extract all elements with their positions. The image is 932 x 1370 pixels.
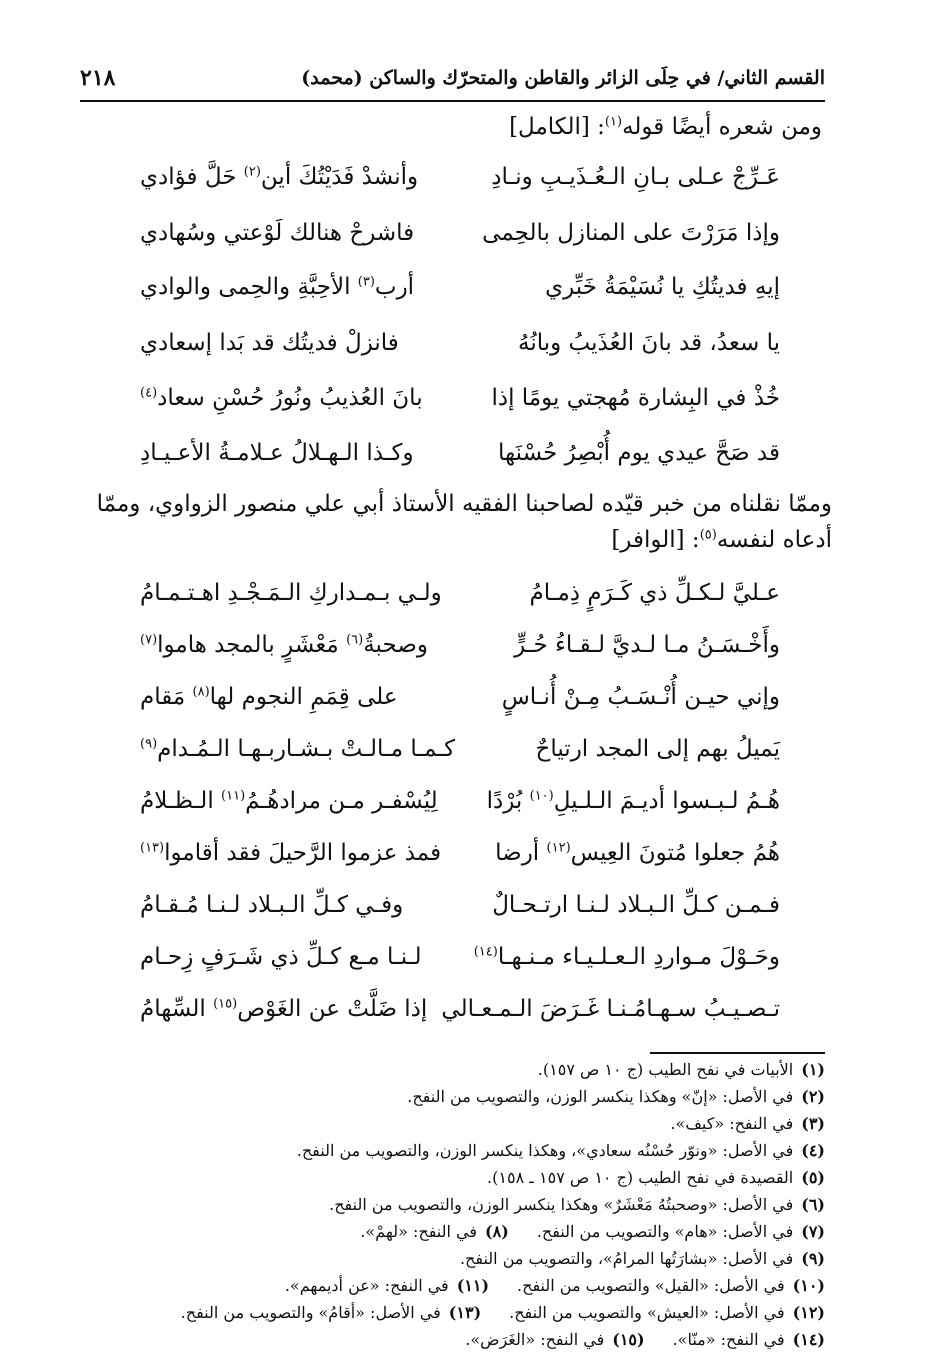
hemistich-second: وصحبةُ$^{(٦)}$ مَعْشَرٍ بالمجد هاموا$^{(٧)}$ [140, 632, 428, 658]
prose-line-2: أدعاه لنفسه$^{(٥)}$: [الوافر] [611, 527, 832, 553]
hemistich-first: هُمُ جعلوا مُتونَ العِيس$^{(١٢)}$ أرضا [495, 840, 780, 866]
verse-11 [100, 788, 780, 834]
page-header [80, 58, 825, 98]
footnote-6: (٦)في الأصل: «وصحبتُهُ مَعْشَرٌ» وهكذا ينكسر الوزن، والتصويب من النفح. [329, 1195, 825, 1214]
hemistich-second: أرب$^{(٣)}$ الأحِبَّةِ والحِمى والوادي [140, 274, 415, 300]
header-rule [80, 100, 825, 102]
hemistich-second: كـمـا مـالـتْ بـشـاربـهـا الـمُـدام$^{(٩)}$ [140, 736, 456, 762]
hemistich-second: فمذ عزموا الرَّحيلَ فقد أقاموا$^{(١٣)}$ [140, 840, 442, 866]
hemistich-first: قد صَحَّ عيدي يوم أُبْصِرُ حُسْنَها [498, 440, 780, 466]
hemistich-second: لِيُسْفـر مـن مرادهُـمُ$^{(١١)}$ الـظـلامُ [140, 788, 438, 814]
footnote-3: (٣)في النفح: «كيف». [670, 1114, 825, 1133]
hemistich-first: خُذْ في البِشارة مُهجتي يومًا إذا [491, 385, 780, 411]
hemistich-second: فاشرحْ هنالك لَوْعتي وسُهادي [140, 220, 415, 246]
verse-9 [100, 684, 780, 730]
hemistich-first: فـمـن كـلِّ الـبـلاد لـنـا ارتـحـالٌ [492, 892, 780, 918]
hemistich-first: وحَـوْلَ مـواردِ الـعـلـيـاء مـنـهـا$^{(١٤)}$ [473, 944, 780, 970]
footnote-14-15: (١٤)في النفح: «منّا».(١٥)في النفح: «الغَرَض». [465, 1330, 825, 1349]
footnote-rule [650, 1052, 825, 1054]
verse-2 [100, 220, 780, 266]
verse-15 [100, 996, 780, 1042]
hemistich-first: هُـمُ لـبـسوا أديـمَ الـلـيلِ$^{(١٠)}$ بُرْدًا [486, 788, 780, 814]
footnote-5: (٥)القصيدة في نفح الطيب (ج ١٠ ص ١٥٧ ـ ١٥٨). [487, 1168, 825, 1187]
meter-label: : [الكامل] [509, 114, 605, 140]
hemistich-first: عـليَّ لـكـلِّ ذي كَـرَمٍ ذِمـامُ [529, 580, 780, 606]
hemistich-first: عَـرِّجْ عـلى بـانِ الـعُـذَيـبِ ونـادِ [491, 164, 780, 190]
verse-5 [100, 385, 780, 431]
hemistich-second: وفـي كـلِّ الـبـلاد لـنـا مُـقـامُ [140, 892, 404, 918]
verse-14 [100, 944, 780, 990]
hemistich-first: وإذا مَرَرْتَ على المنازل بالحِمى [482, 220, 780, 246]
hemistich-second: ولـي بـمـداركِ الـمَـجْـدِ اهـتـمـامُ [140, 580, 442, 606]
footnote-9: (٩)في الأصل: «بشارَتُها المرامُ»، والتصويب من النفح. [459, 1249, 825, 1268]
hemistich-first: وأَخْـسَـنُ مـا لـديَّ لـقـاءُ حُـرٍّ [514, 632, 780, 658]
intro-line: ومن شعره أيضًا قوله$^{(١)}$: [الكامل] [509, 114, 822, 140]
hemistich-second: فانزلْ فديتُك قد بَدا إسعادي [140, 330, 399, 356]
footnote-4: (٤)في الأصل: «ونوّر حُسْنُه سعادي»، وهكذا ينكسر الوزن، والتصويب من النفح. [296, 1141, 825, 1160]
verse-8 [100, 632, 780, 678]
hemistich-second: على قِمَمِ النجوم لها$^{(٨)}$ مَقام [140, 684, 398, 710]
footnote-2: (٢)في الأصل: «إنّ» وهكذا ينكسر الوزن، والتصويب من النفح. [407, 1087, 825, 1106]
verse-12 [100, 840, 780, 886]
prose-line-1: وممّا نقلناه من خبر قيّده لصاحبنا الفقيه الأستاذ أبي علي منصور الزواوي، وممّا [96, 491, 832, 517]
meter-label: : [الوافر] [611, 527, 700, 553]
hemistich-first: يا سعدُ، قد بانَ العُذَيبُ وبانُهُ [518, 330, 780, 356]
footnote-ref: (١) [604, 114, 623, 130]
verse-10 [100, 736, 780, 782]
footnote-1: (١)الأبيات في نفح الطيب (ج ١٠ ص ١٥٧). [537, 1060, 825, 1079]
page-number: ٢١٨ [80, 65, 116, 91]
hemistich-second: بانَ العُذيبُ ونُورُ حُسْنِ سعاد$^{(٤)}$ [140, 385, 423, 411]
verse-1 [100, 164, 780, 210]
running-title: القسم الثاني/ في حِلَى الزائر والقاطن والمتحرّك والساكن (محمد) [301, 67, 825, 89]
hemistich-first: إيهِ فديتُكِ يا نُسَيْمَةُ خَبِّري [545, 274, 780, 300]
hemistich-second: وكـذا الـهـلالُ عـلامـةُ الأعـيـادِ [140, 440, 414, 466]
hemistich-second: وأنشدْ فَدَيْتُكَ أين$^{(٢)}$ حَلَّ فؤادي [140, 164, 419, 190]
footnote-7-8: (٧)في الأصل: «هام» والتصويب من النفح.(٨)في النفح: «لهمْ». [360, 1222, 825, 1241]
verse-7 [100, 580, 780, 626]
footnote-12-13: (١٢)في الأصل: «العيش» والتصويب من النفح.(١٣)في الأصل: «أقامُ» والتصويب من النفح. [180, 1303, 825, 1322]
verse-3 [100, 274, 780, 320]
verse-6 [100, 440, 780, 486]
hemistich-first: وإني حيـن أُنْـسَـبُ مِـنْ أُنـاسٍ [501, 684, 780, 710]
footnote-10-11: (١٠)في الأصل: «القيل» والتصويب من النفح.(١١)في النفح: «عن أديمهم». [284, 1276, 825, 1295]
hemistich-second: لـنـا مـع كـلِّ ذي شَـرَفٍ زِحـام [140, 944, 422, 970]
hemistich-first: تـصـيـبُ سـهـامُـنـا غَـرَضَ الـمـعـالي [441, 996, 780, 1022]
verse-13 [100, 892, 780, 938]
footnote-ref: (٥) [699, 527, 717, 543]
verse-4 [100, 330, 780, 376]
hemistich-second: إذا ضَلَّتْ عن الغَوْص$^{(١٥)}$ السِّهامُ [140, 996, 428, 1022]
hemistich-first: يَميلُ بهم إلى المجد ارتياحٌ [535, 736, 780, 762]
